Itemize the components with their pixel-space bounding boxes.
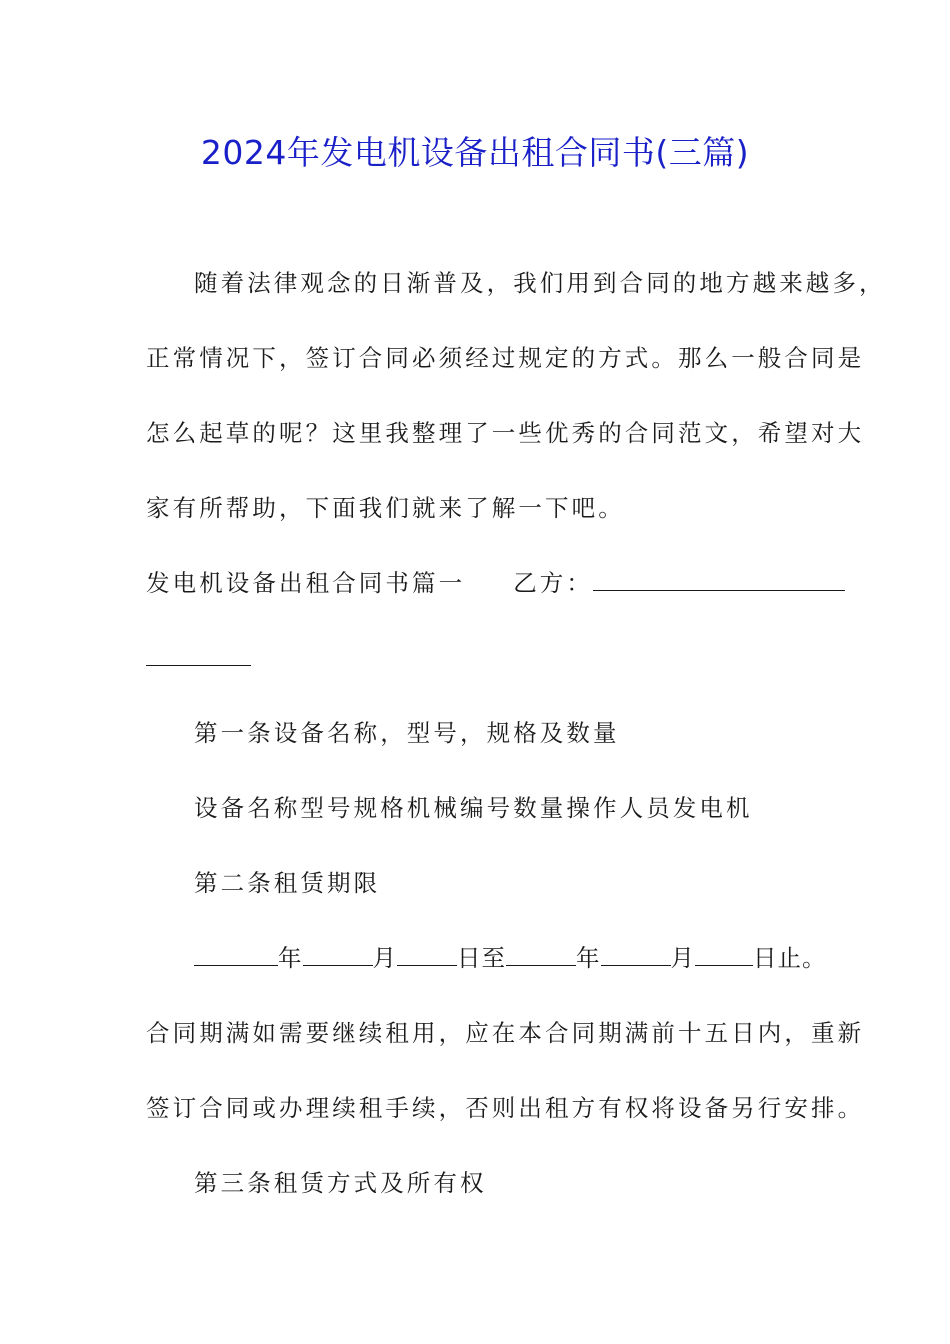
intro-line-2: 正常情况下，签订合同必须经过规定的方式。那么一般合同是 (146, 344, 865, 372)
section-heading: 发电机设备出租合同书篇一 (146, 569, 466, 597)
end-month-blank (601, 945, 671, 966)
end-year-blank (506, 945, 576, 966)
start-day-blank (397, 945, 457, 966)
renewal-line-1: 合同期满如需要继续租用，应在本合同期满前十五日内，重新 (146, 1019, 865, 1047)
start-month-label: 月 (372, 944, 397, 972)
start-year-label: 年 (278, 944, 303, 972)
lease-period-line (194, 941, 827, 975)
renewal-line-2: 签订合同或办理续租手续，否则出租方有权将设备另行安排。 (146, 1094, 865, 1122)
intro-line-1: 随着法律观念的日渐普及，我们用到合同的地方越来越多， (194, 269, 886, 297)
party-b-blank-continued (146, 641, 251, 675)
intro-line-3: 怎么起草的呢？这里我整理了一些优秀的合同范文，希望对大 (146, 419, 865, 447)
section-heading-line (146, 566, 845, 600)
start-year-blank (194, 945, 278, 966)
article-1-columns: 设备名称型号规格机械编号数量操作人员发电机 (194, 794, 753, 822)
article-1-title: 第一条设备名称，型号，规格及数量 (194, 719, 620, 747)
end-year-label: 年 (576, 944, 601, 972)
party-b-label: 乙方： (513, 569, 594, 597)
party-b-blank (593, 570, 845, 591)
intro-line-4: 家有所帮助，下面我们就来了解一下吧。 (146, 494, 625, 522)
document-title: 2024年发电机设备出租合同书(三篇) (200, 133, 750, 172)
end-month-label: 月 (670, 944, 695, 972)
party-b-blank-2 (146, 645, 251, 666)
end-day-blank (695, 945, 753, 966)
end-day-label: 日止。 (753, 944, 827, 972)
article-3-title: 第三条租赁方式及所有权 (194, 1169, 487, 1197)
start-day-label: 日至 (457, 944, 506, 972)
article-2-title: 第二条租赁期限 (194, 869, 381, 897)
start-month-blank (303, 945, 373, 966)
